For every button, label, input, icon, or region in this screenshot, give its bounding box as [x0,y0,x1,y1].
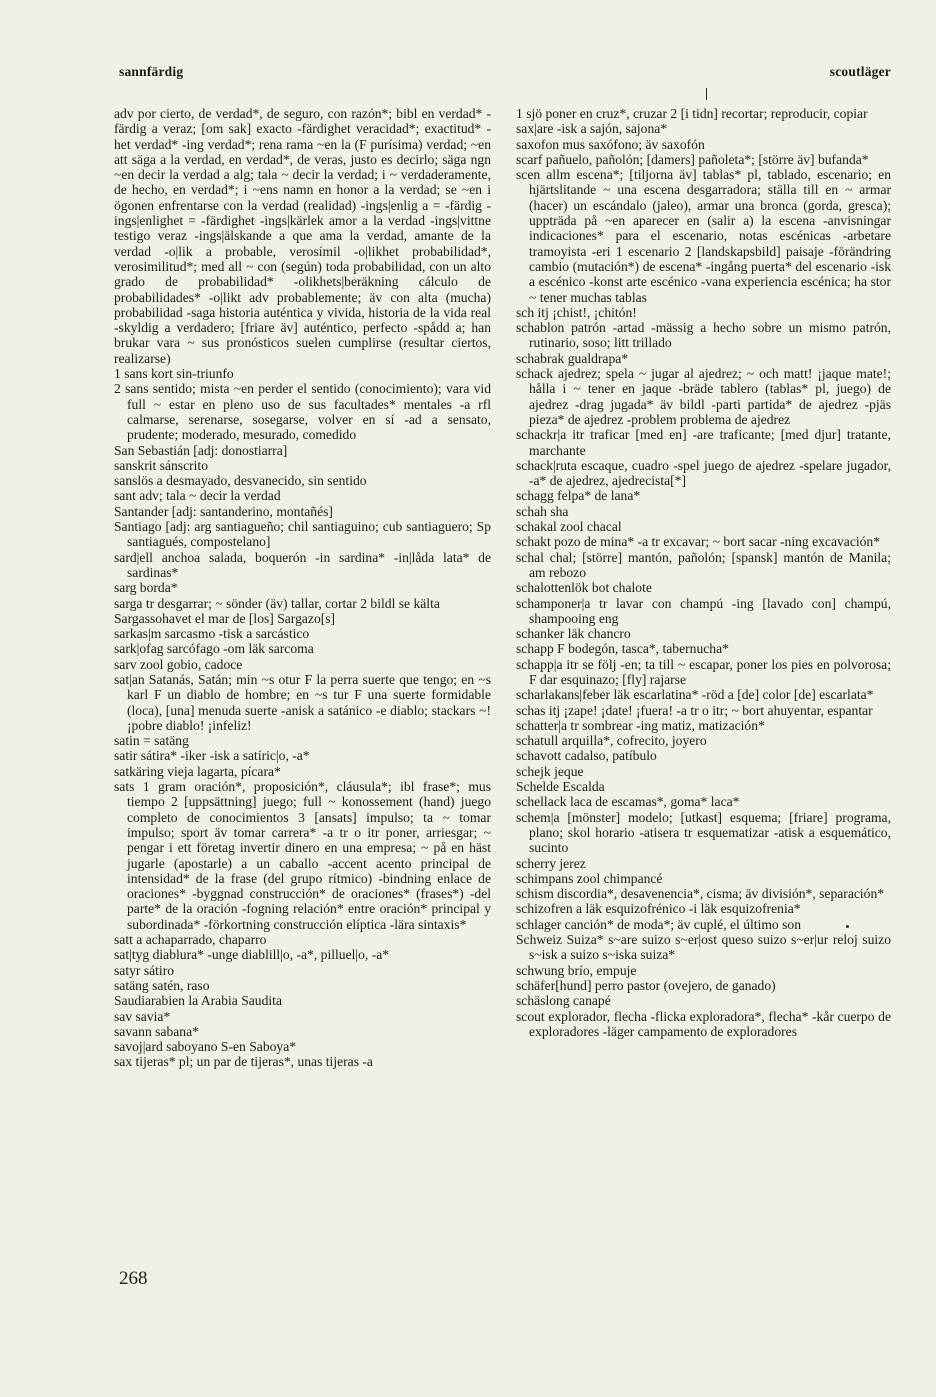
dictionary-entry: San Sebastián [adj: donostiarra] [114,442,288,458]
dictionary-entry: schapp|a itr se följ -en; ta till ~ escapar, poner los pies en polvorosa; F dar esquinazo; [fly] rajarse [516,656,891,687]
dictionary-entry: schellack laca de escamas*, goma* laca* [516,794,740,810]
right-column [516,106,891,1039]
dictionary-entry: scherry jerez [516,855,586,871]
dictionary-entry: 2 sans sentido; mista ~en perder el sentido (conocimiento); vara vid full ~ estar en pleno uso de sus facultades* mentales -a rfl calmarse, serenarse, sosegarse, volver en sí -ad a sensato, prudente; moderado, mesurado, comedido [114,381,491,443]
page-number: 268 [119,1268,148,1289]
dictionary-entry: satin = satäng [114,733,189,749]
dictionary-entry: sarv zool gobio, cadoce [114,656,243,672]
dictionary-entry: schas itj ¡zape! ¡date! ¡fuera! -a tr o itr; ~ bort ahuyentar, espantar [516,702,873,718]
dictionary-entry: schal chal; [större] mantón, pañolón; [spansk] mantón de Manila; am rebozo [516,549,891,580]
dictionary-entry: satt a achaparrado, chaparro [114,932,267,948]
dictionary-entry: schapp F bodegón, tasca*, tabernucha* [516,641,729,657]
dictionary-entry: Schelde Escalda [516,779,605,795]
dictionary-entry: sat|an Satanás, Satán; min ~s otur F la perra suerte que tengo; en ~s karl F un diablo de hombre; en ~s tur F una suerte formidable (loca), [una] menuda suerte -anisk a satánico -e diablo; stackars ~! ¡pobre diablo! ¡infeliz! [114,671,491,733]
dictionary-entry: Santander [adj: santanderino, montañés] [114,503,333,519]
dictionary-entry: schack ajedrez; spela ~ jugar al ajedrez; ~ och matt! ¡jaque mate!; hålla i ~ tener en jaque -bräde tablero (tablas* pl, juego) de ajedrez -drag jugada* äv bildl -parti partida* de ajedrez -pjäs pieza* de ajedrez -problem problema de ajedrez [516,366,891,427]
dictionary-entry: sax tijeras* pl; un par de tijeras*, unas tijeras -a [114,1054,373,1070]
dictionary-entry: savann sabana* [114,1023,199,1039]
column-rule [706,88,707,100]
dictionary-entry: schabrak gualdrapa* [516,350,629,366]
dictionary-entry: schatull arquilla*, cofrecito, joyero [516,733,707,749]
dictionary-entry: savoj|ard saboyano S-en Saboya* [114,1039,297,1055]
dictionary-entry: satkäring vieja lagarta, pícara* [114,763,281,779]
dictionary-entry: schablon patrón -artad -mässig a hecho sobre un mismo patrón, rutinario, soso; litt trillado [516,320,891,351]
dictionary-entry: schimpans zool chimpancé [516,870,663,886]
dictionary-entry: sark|ofag sarcófago -om läk sarcoma [114,641,314,657]
dictionary-entry: scharlakans|feber läk escarlatina* -röd a [de] color [de] escarlata* [516,687,874,703]
dictionary-entry: sch itj ¡chist!, ¡chitón! [516,304,637,320]
dictionary-entry: schizofren a läk esquizofrénico -i läk esquizofrenia* [516,901,801,917]
dictionary-entry: 1 sans kort sin-triunfo [114,366,234,382]
dictionary-entry: sats 1 gram oración*, proposición*, cláusula*; ibl frase*; mus tiempo 2 [uppsättning] juego; full ~ konossement (hand) juego completo de conocimientos 3 [ansats] impulso; ta ~ tomar impulso; sport äv tomar carrera* -a tr o itr poner, arriesgar; ~ pengar i ett företag invertir dinero en una empresa; ~ på en häst jugarle (apostarle) a un caballo -accent acento principal de intensidad* de la frase (del grupo rítmico) -bindning enlace de oraciones* -byggnad construcción* de oraciones* (frases*) -del parte* de la oración -fogning relación* entre oración* principal y subordinada* -förkortning construcción elíptica -lära sintaxis* [114,779,491,932]
dictionary-entry: sarg borda* [114,580,178,596]
dictionary-entry: schah sha [516,503,569,519]
dictionary-entry: scen allm escena*; [tiljorna äv] tablas* pl, tablado, escenario; en hjärtslitande ~ una escena desgarradora; ställa till en ~ armar (hacer) un escándalo (jaleo), armar una bronca (gorda, gresca); uppträda på ~en aparecer en (salir a) la escena -anvisningar indicaciones* para el escenario, notas escénicas -arbetare tramoyista -eri 1 escenario 2 [landskapsbild] paisaje -förändring cambio (mutación*) de escena* -ingång puerta* del escenario -isk a escénico -konst arte escénico -vana experiencia escénica; ha stor ~ tener muchas tablas [516,167,891,305]
dictionary-entry: sax|are -isk a sajón, sajona* [516,121,668,137]
dictionary-entry: schackr|a itr traficar [med en] -are traficante; [med djur] tratante, marchante [516,427,891,458]
dictionary-entry: schäfer[hund] perro pastor (ovejero, de ganado) [516,977,776,993]
dictionary-entry: sanskrit sánscrito [114,457,209,473]
dictionary-entry: scout explorador, flecha -flicka exploradora*, flecha* -kår cuerpo de exploradores -läger campamento de exploradores [516,1008,891,1039]
dictionary-entry: schatter|a tr sombrear -ing matiz, matización* [516,717,765,733]
dictionary-entry: schism discordia*, desavenencia*, cisma; äv división*, separación* [516,886,885,902]
dictionary-entry: sarga tr desgarrar; ~ sönder (äv) tallar, cortar 2 bildl se kälta [114,595,440,611]
dictionary-entry: sarkas|m sarcasmo -tisk a sarcástico [114,626,310,642]
dictionary-entry: sat|tyg diablura* -unge diablill|o, -a*, pilluel|o, -a* [114,947,390,963]
dictionary-entry: schäslong canapé [516,993,611,1009]
dictionary-entry: saxofon mus saxófono; äv saxofón [516,136,705,152]
dictionary-entry: schwung brío, empuje [516,962,637,978]
running-head-right: scoutläger [829,64,891,79]
dictionary-entry: Santiago [adj: arg santiagueño; chil santiaguino; cub santiaguero; Sp santiagués, compostelano] [114,519,491,550]
dictionary-entry: sard|ell anchoa salada, boquerón -in sardina* -in|låda lata* de sardinas* [114,549,491,580]
dictionary-entry: sanslös a desmayado, desvanecido, sin sentido [114,473,367,489]
dictionary-entry: schamponer|a tr lavar con champú -ing [lavado con] champú, shampooing eng [516,595,891,626]
dictionary-entry: schack|ruta escaque, cuadro -spel juego de ajedrez -spelare jugador, -a* de ajedrez, ajedrecista[*] [516,457,891,489]
dictionary-entry: schavott cadalso, patíbulo [516,748,657,764]
dictionary-entry: Sargassohavet el mar de [los] Sargazo[s] [114,610,336,626]
dictionary-entry: adv por cierto, de verdad*, de seguro, con razón*; bibl en verdad* -färdig a veraz; [om sak] exacto -färdighet veracidad*; exactitud* -het verdad* -ing verdad*; rena rama ~en la (F purísima) verdad; ~en att säga a la verdad, en verdad*, de veras, justo es decirlo; säga ngn ~en decir la verdad a alg; tala ~ decir la verdad; i ~ verdaderamente, de hecho, en verdad*; i ~ens namn en honor a la verdad; se ~en i ögonen enfrentarse con la verdad (realidad) -ings|enlig a = -färdig -ings|enlighet = -färdighet -ings|kärlek amor a la verdad -ings|vittne testigo veraz -ings|älskande a que ama la verdad, amante de la verdad -o|lik a probable, verosímil -o|likhet probabilidad*, verosimilitud*; med all ~ con (según) toda probabilidad, con un alto grado de probabilidad* -olikhets|beräkning cálculo de probabilidades* -o|likt adv probablemente; äv con alta (mucha) probabilidad -saga historia auténtica y vivida, historia de la vida real -skyldig a verdadero; [friare äv] auténtico, perfecto -spådd a; han brukar vara ~ sus pronósticos suelen cumplirse (resultar ciertos, realizarse) [114,106,491,366]
dictionary-entry: Saudiarabien la Arabia Saudita [114,993,282,1009]
dictionary-entry: satir sátira* -iker -isk a satíric|o, -a* [114,748,310,764]
dictionary-entry: schagg felpa* de lana* [516,488,641,504]
dictionary-entry: schlager canción* de moda*; äv cuplé, el último son [516,916,802,932]
left-column [114,106,491,1070]
dictionary-entry: schakal zool chacal [516,519,622,535]
dictionary-entry: Schweiz Suiza* s~are suizo s~er|ost queso suizo s~er|ur reloj suizo s~isk a suizo s~iska suiza* [516,932,891,963]
dictionary-entry: schem|a [mönster] modelo; [utkast] esquema; [friare] programa, plano; skol horario -atisera tr esquematizar -atisk a esquemático, sucinto [516,809,891,856]
ink-dot [846,925,849,928]
dictionary-entry: satäng satén, raso [114,977,210,993]
dictionary-entry: scarf pañuelo, pañolón; [damers] pañoleta*; [större äv] bufanda* [516,151,869,167]
dictionary-entry: schanker läk chancro [516,626,631,642]
dictionary-entry: schakt pozo de mina* -a tr excavar; ~ bort sacar -ning excavación* [516,534,881,550]
running-head-left: sannfärdig [119,64,184,79]
dictionary-entry: schejk jeque [516,763,584,779]
dictionary-entry: schalottenlök bot chalote [516,580,652,596]
dictionary-entry: satyr sátiro [114,962,175,978]
dictionary-entry: sant adv; tala ~ decir la verdad [114,488,281,504]
dictionary-entry: 1 sjö poner en cruz*, cruzar 2 [i tidn] recortar; reproducir, copiar [516,106,868,121]
dictionary-entry: sav savia* [114,1008,171,1024]
